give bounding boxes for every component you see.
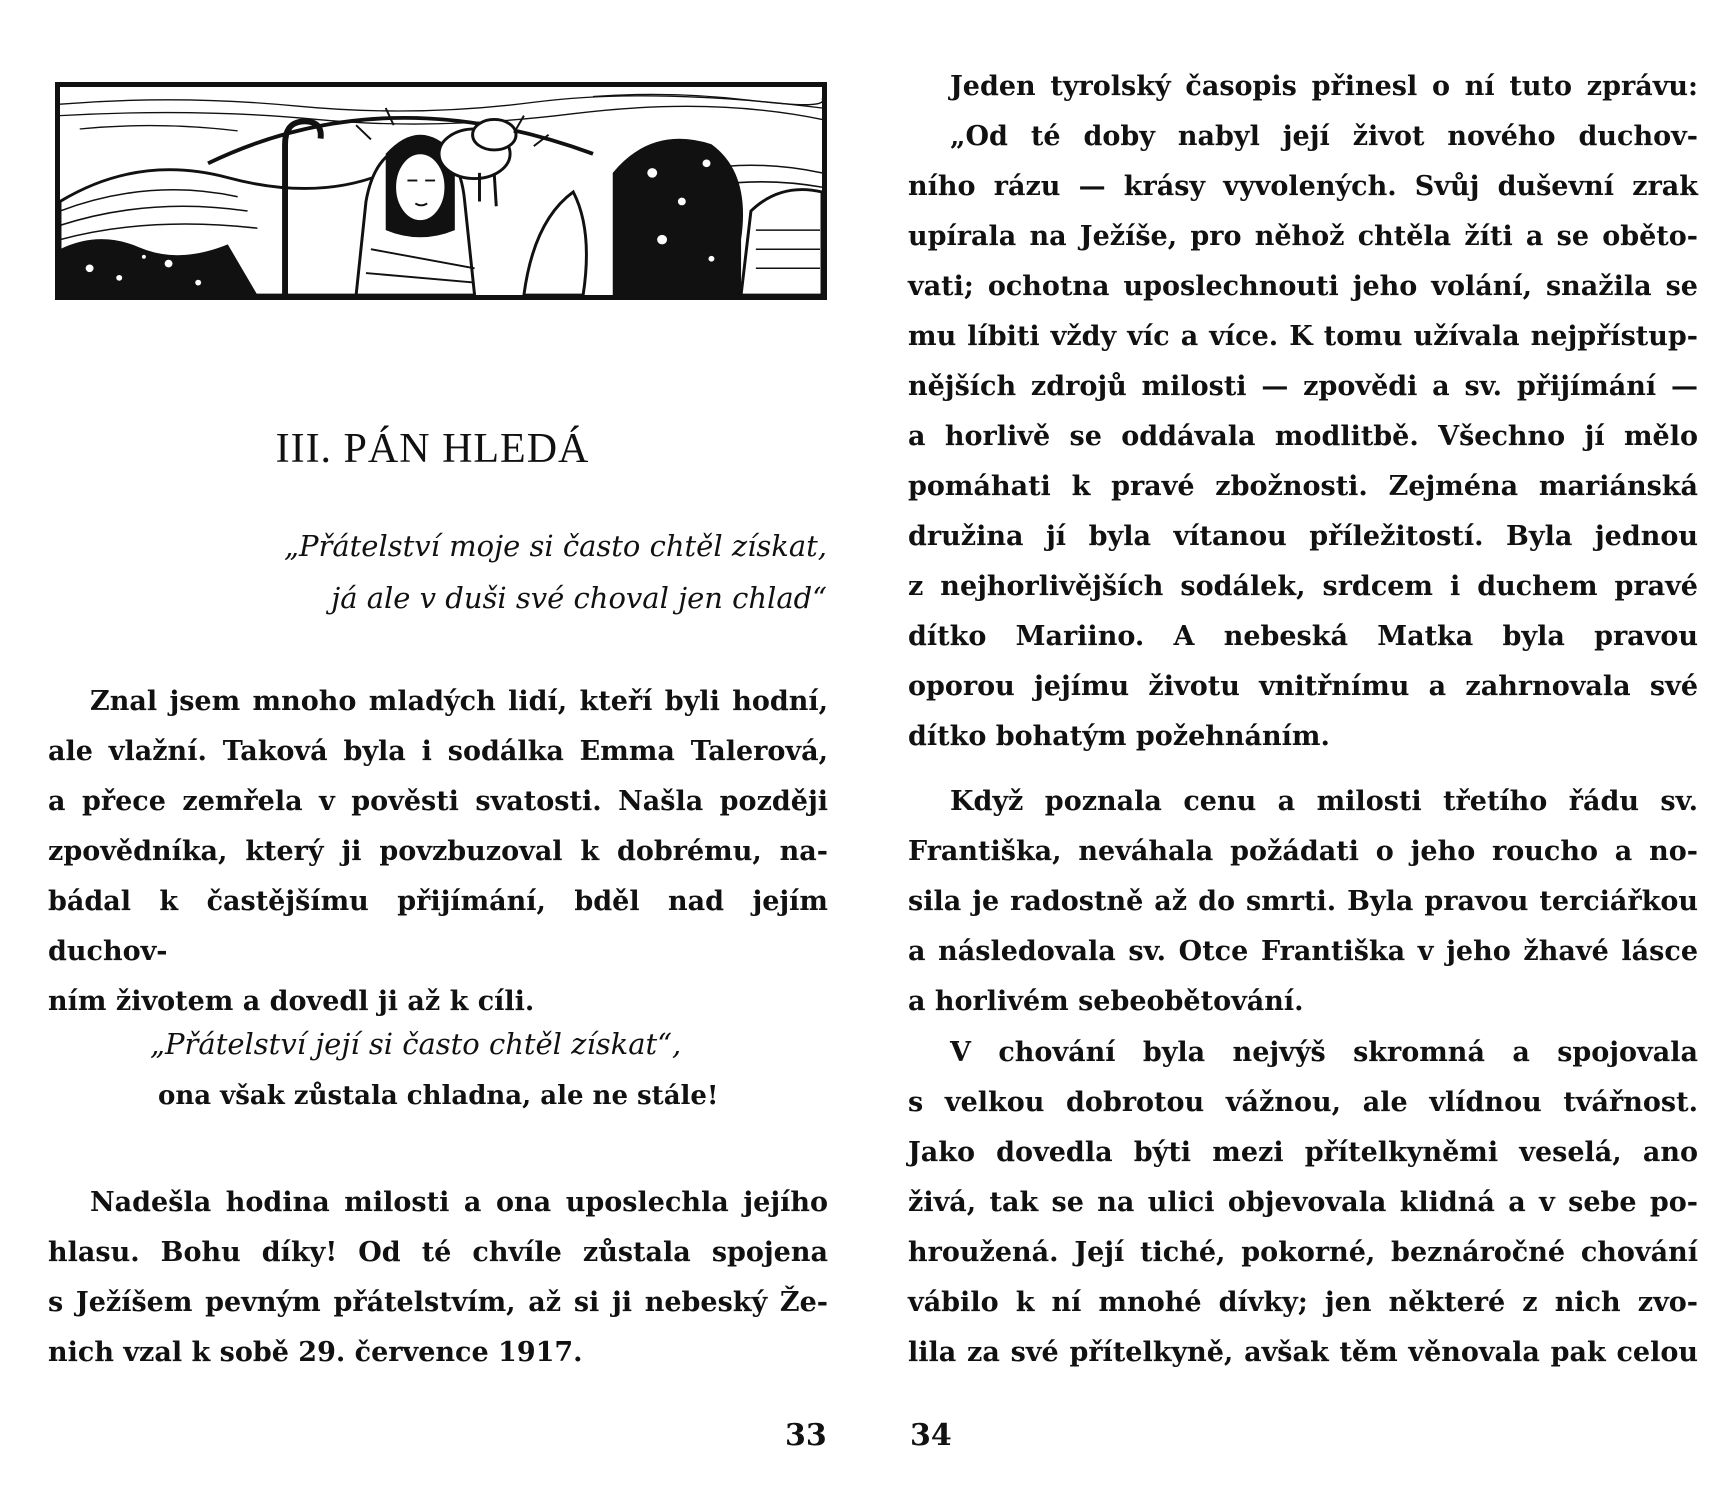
verse-line: „Přátelství moje si často chtěl získat, [283, 529, 827, 563]
text-line: ale vlažní. Taková byla i sodálka Emma Talerová, [48, 736, 828, 767]
paragraph [908, 1028, 1698, 1378]
text-line: družina jí byla vítanou příležitostí. Byla jednou [908, 521, 1698, 552]
text-line: „Od té doby nabyl její život nového duchov- [950, 121, 1698, 152]
text-line: upírala na Ježíše, pro něhož chtěla žíti a se oběto- [908, 221, 1698, 252]
paragraph [908, 777, 1698, 1027]
chapter-title: III. PÁN HLEDÁ [275, 426, 590, 472]
text-line: lila za své přítelkyně, avšak těm věnovala pak celou [908, 1337, 1698, 1368]
text-line: mu líbiti vždy víc a více. K tomu užívala nejpřístup- [908, 321, 1698, 352]
epigraph-verse [187, 520, 827, 624]
paragraph [908, 62, 1698, 762]
right-page [865, 0, 1730, 1500]
text-line: a horlivě se oddávala modlitbě. Všechno jí mělo [908, 421, 1698, 452]
text-line: Znal jsem mnoho mladých lidí, kteří byli hodní, [90, 686, 828, 717]
woodcut-illustration [55, 82, 827, 300]
text-line: nich vzal k sobě 29. července 1917. [48, 1337, 583, 1368]
text-line: s Ježíšem pevným přátelstvím, až si ji nebeský Že- [48, 1287, 828, 1318]
page-number: 33 [785, 1418, 827, 1453]
text-line: dítko bohatým požehnáním. [908, 721, 1330, 752]
middle-verse [150, 1018, 790, 1122]
text-line: hlasu. Bohu díky! Od té chvíle zůstala spojena [48, 1237, 828, 1268]
text-line: bádal k častějšímu přijímání, bděl nad jejím duchov- [48, 886, 828, 967]
verse-line: ona však zůstala chladna, ale ne stále! [158, 1081, 719, 1111]
text-line: oporou jejímu životu vnitřnímu a zahrnovala své [908, 671, 1698, 702]
text-line: živá, tak se na ulici objevovala klidná a v sebe po- [908, 1187, 1698, 1218]
text-line: z nejhorlivějších sodálek, srdcem i duchem pravé [908, 571, 1698, 602]
text-line: a přece zemřela v pověsti svatosti. Našla později [48, 786, 828, 817]
text-line: Jeden tyrolský časopis přinesl o ní tuto zprávu: [950, 71, 1698, 102]
text-line: nějších zdrojů milosti — zpovědi a sv. přijímání — [908, 371, 1698, 402]
text-line: Františka, neváhala požádati o jeho roucho a no- [908, 836, 1698, 867]
text-line: zpovědníka, který ji povzbuzoval k dobrému, na- [48, 836, 828, 867]
text-line: a horlivém sebeobětování. [908, 986, 1304, 1017]
text-line: Nadešla hodina milosti a ona uposlechla jejího [90, 1187, 828, 1218]
text-line: sila je radostně až do smrti. Byla pravou terciářkou [908, 886, 1698, 917]
shepherd-with-lamb-woodcut [60, 87, 822, 295]
text-line: dítko Mariino. A nebeská Matka byla pravou [908, 621, 1698, 652]
text-line: hroužená. Její tiché, pokorné, beznáročné chování [908, 1237, 1698, 1268]
page-number: 34 [910, 1418, 952, 1453]
paragraph [48, 1178, 828, 1378]
paragraph [48, 677, 828, 1027]
text-line: vábilo k ní mnohé dívky; jen některé z nich zvo- [908, 1287, 1698, 1318]
text-line: Když poznala cenu a milosti třetího řádu sv. [950, 786, 1698, 817]
text-line: ního rázu — krásy vyvolených. Svůj duševní zrak [908, 171, 1698, 202]
verse-line: „Přátelství její si často chtěl získat“, [150, 1027, 682, 1061]
text-line: vati; ochotna uposlechnouti jeho volání, snažila se [908, 271, 1698, 302]
text-line: a následovala sv. Otce Františka v jeho žhavé lásce [908, 936, 1698, 967]
text-line: pomáhati k pravé zbožnosti. Zejména mariánská [908, 471, 1698, 502]
text-line: Jako dovedla býti mezi přítelkyněmi veselá, ano [908, 1137, 1698, 1168]
text-line: V chování byla nejvýš skromná a spojovala [950, 1037, 1698, 1068]
text-line: ním životem a dovedl ji až k cíli. [48, 986, 535, 1017]
text-line: s velkou dobrotou vážnou, ale vlídnou tvářnost. [908, 1087, 1698, 1118]
verse-line: já ale v duši své choval jen chlad“ [331, 581, 827, 615]
